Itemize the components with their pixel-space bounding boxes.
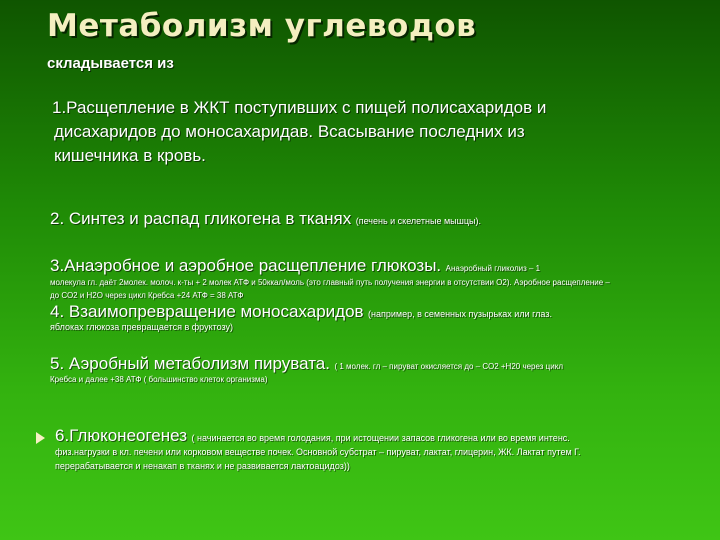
list-item-line: кишечника в кровь. xyxy=(54,146,206,165)
list-item-line: дисахаридов до моносахаридав. Всасывание последних из xyxy=(54,122,525,141)
triangle-bullet-icon xyxy=(36,432,45,444)
list-item-main-text: 4. Взаимопревращение моносахаридов xyxy=(50,302,364,321)
list-item-note: ( начинается во время голодания, при истощении запасов гликогена или во время интенс. xyxy=(191,433,570,443)
list-item-note: Анаэробный гликолиз – 1 xyxy=(445,264,541,273)
list-item-note-line: перерабатывается и ненакап в тканях и не развивается лактоацидоз)) xyxy=(55,461,350,471)
list-item-monosaccharides xyxy=(50,302,700,334)
list-item-main-text: 6.Глюконеогенез xyxy=(55,426,188,445)
list-item-note: ( 1 молек. гл – пируват окисляется до – СО2 +Н20 через цикл xyxy=(334,362,563,371)
list-item-digestion xyxy=(52,96,692,168)
list-item-text xyxy=(55,426,705,473)
list-item-note-line: молекула гл. даёт 2молек. молоч. к-ты + 2 молек АТФ и 50ккал/моль (это главный путь получения энергии в отсутствии О2). Аэробное расщепление – xyxy=(50,278,610,287)
list-item-main-text: 5. Аэробный метаболизм пирувата. xyxy=(50,354,330,373)
list-item-pyruvate xyxy=(50,354,700,386)
list-item-note-line: физ.нагрузки в кл. печени или корковом веществе почек. Основной субстрат – пируват, лактат, глицерин, ЖК. Лактат путем Г. xyxy=(55,447,581,457)
list-item-note-line: яблоках глюкоза превращается в фруктозу) xyxy=(50,322,234,332)
list-item-line: 1.Расщепление в ЖКТ поступивших с пищей полисахаридов и xyxy=(52,98,547,117)
list-item-glucose-breakdown xyxy=(50,256,700,302)
list-item-note: (печень и скелетные мышцы). xyxy=(355,216,481,226)
list-item-note-line: до СО2 и Н2О через цикл Кребса +24 АТФ = 38 АТФ xyxy=(50,291,244,300)
slide-title: Метаболизм углеводов xyxy=(47,8,477,44)
list-item-note: (например, в семенных пузырьках или глаз. xyxy=(368,309,552,319)
list-item-main-text: 3.Анаэробное и аэробное расщепление глюкозы. xyxy=(50,256,442,275)
list-item-gluconeogenesis xyxy=(37,426,702,473)
list-item-main-text: 2. Синтез и распад гликогена в тканях xyxy=(50,209,352,228)
list-item-note-line: Кребса и далее +38 АТФ ( большинство клеток организма) xyxy=(50,375,268,384)
list-item-glycogen xyxy=(50,209,700,229)
slide-subtitle: складывается из xyxy=(47,55,174,72)
